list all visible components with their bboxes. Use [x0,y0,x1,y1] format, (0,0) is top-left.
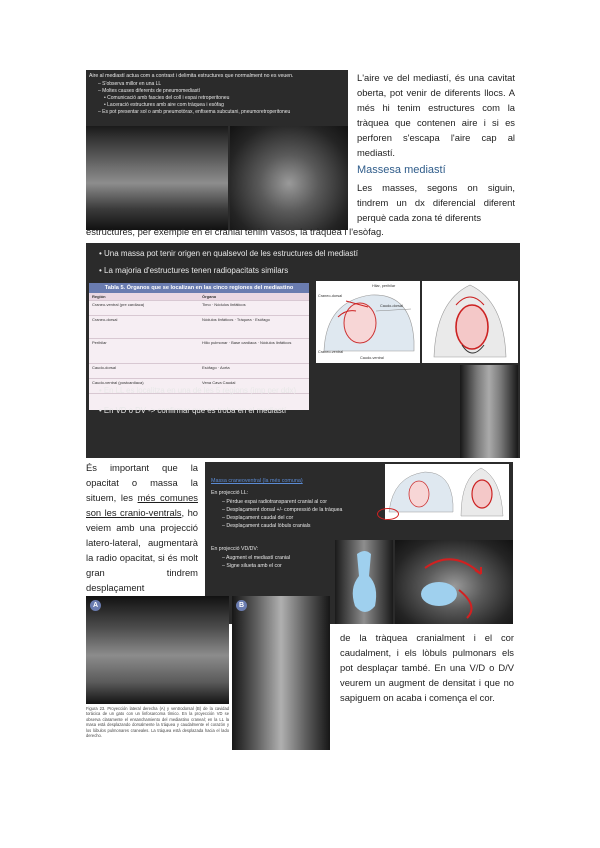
radiograph-ll-mass [395,540,513,624]
figure-b-vd [232,596,330,750]
slide-pneumomediastinum [86,70,348,230]
slide-title: Aire al mediastí actua com a contrast i delimita estructures que normalment no es veuen. [89,73,294,79]
bullet: • En VD o DV -> confirmar que es troba en el mediastí [99,406,287,415]
bullet: • En LL es localitza en una de les 5 regions (imp per ddx) [99,386,297,395]
label-craneo-ventral: Craneo-ventral [318,350,344,354]
slide-masses [86,243,520,458]
table-row: Craneo-ventral (pre cardiaca) Timo · Nódulos linfáticos [89,301,309,316]
bullet: • Laceració estructures amb aire com tràquea i esòfag [104,102,224,108]
table-row: Craneo-dorsal Nódulos linfáticos · Tráquea · Esófago [89,316,309,339]
table-row: Perihilar Hilio pulmonar · Base cardiaca · Nódulos linfáticos [89,339,309,364]
bullet: • La majoria d'estructures tenen radiopacitats similars [99,266,289,275]
label-craneo-dorsal: Craneo-dorsal [318,294,343,298]
label-hilar: Hilar, perihilar [372,284,396,288]
bullet: • Una massa pot tenir origen en qualsevol de les estructures del mediastí [99,249,358,258]
slide-bullets-top [90,245,358,279]
list-item: – Desplaçament dorsal +/- compressió de la tràquea [222,507,343,513]
paragraph-masses-bottom: estructures, per exemple en el cranial tenim vasos, la tràquea i l'esòfag. [86,226,384,237]
table-caption: Tabla 5. Órganos que se localizan en las cinco regiones del mediastino [89,283,309,293]
bullet: – Moltes causes diferents de pneumomediastí [98,88,201,94]
label-caudo-ventral: Caudo-ventral [360,356,384,360]
paragraph-aire: L'aire ve del mediastí, és una cavitat oberta, pot venir de diferents llocs. A més hi tenim estructures com la tràquea que contenen aire i si es perforen s'escapa l'aire cap al mediastí. [357,72,515,158]
bullet: – Es pot presentar sol o amb pneumotòrax, enfisema subcutani, pneumoretroperitoneu [98,109,291,115]
figure-label-b: B [236,600,247,611]
bullet: • Comunicació amb fascies del coll i espai retroperitoneu [104,95,230,101]
vd-label: En projecció VD/DV: [211,546,259,552]
radiograph-vd-mass [335,540,393,624]
vd-list [213,554,290,570]
list-item: – Augment el mediastí cranial [222,555,291,561]
list-item: – Pèrdue espai radiotransparent cranial al cor [222,499,327,505]
radiograph-vd [460,365,518,458]
slide-title: Massa craneoventral (la més comuna) [211,478,303,484]
craneo-ventral-circle [377,508,399,520]
radiograph-lateral-2 [230,126,348,230]
list-item: – Desplaçament caudal lòbuls cranials [222,523,311,529]
table-header-row: Región Órgano [89,293,309,301]
slide-bullets [89,81,348,116]
vd-thorax-diagram [422,281,518,363]
figure-caption: Figura 23. Proyección lateral derecha (A) y ventrodorsal (B) de la cavidad torácica de un gato con un linfosarcoma tímico. En la proyección VD se observa claramente el ensanchamiento del mediastino craneal; en la LL la masa está desplazando dorsalmente la tráquea y caudalmente el corazón y los lóbulos pulmonares craneales. La tráquea está desplazada hacia el lado derecho. [86,706,229,739]
section-heading: Massesa mediastí [357,164,446,176]
slide-bullets-bottom [90,381,296,421]
regions-diagram-small [385,464,509,520]
figure-23 [86,596,330,750]
list-item: – Desplaçament caudal del cor [222,515,294,521]
paragraph-traquea: de la tràquea cranialment i el cor caudalment, i els lòbuls pulmonars els pot desplaçar també. En una V/D o D/V veurem un augment de densitat i que no sapiguem on acaba i comença el cor. [340,632,514,703]
figure-label-a: A [90,600,101,611]
table-row: Caudo-ventral (postcardiaca) Vena Cava Caudal [89,379,309,394]
ll-list [213,498,342,530]
radiograph-lateral [86,126,228,230]
bullet: – S'observa millor en una LL [98,81,162,87]
paragraph-opacitat: És important que la opacitat o massa la situem, les més comunes son les cranio-ventrals, ho veiem amb una projecció latero-lateral, augmentarà la radio opacitat, si és molt gran tindrem desplaçament [86,462,198,593]
ll-label: En projecció LL: [211,490,249,496]
paragraph-masses-top: Les masses, segons on siguin, tindrem un dx diferencial diferent perquè cada zona té diferents [357,182,515,223]
label-caudo-dorsal: Caudo-dorsal [380,304,403,308]
table-row: Caudo-dorsal Esófago · Aorta [89,364,309,379]
mediastinum-regions-diagram [316,281,420,363]
list-item: – Signe silueta amb el cor [222,563,282,569]
figure-a-lateral [86,596,229,704]
